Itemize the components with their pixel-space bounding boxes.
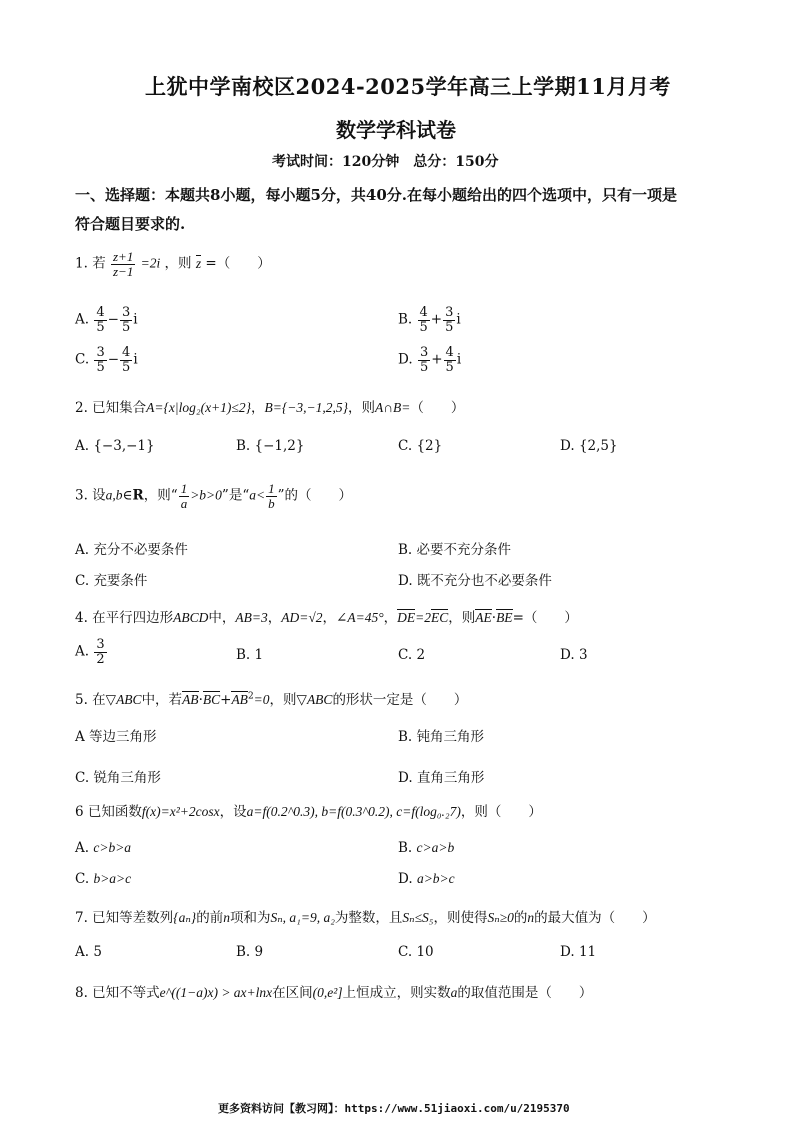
- q6-option-a-value: c>b>a: [93, 840, 132, 855]
- q5-option-a-value: 等边三角形: [89, 729, 157, 745]
- q1-fraction: [111, 250, 135, 278]
- q4-vec-ae: AE: [475, 610, 492, 625]
- q4-option-b-label: B.: [236, 647, 251, 663]
- q6-option-c-label: C.: [75, 871, 90, 887]
- q5-text-d: 的形状一定是（ ）: [332, 692, 468, 708]
- q7-seq: {aₙ}: [173, 910, 197, 925]
- q6-option-c-value: b>a>c: [93, 871, 132, 886]
- q6-option-d[interactable]: [398, 871, 455, 887]
- q4-text-a: 4. 在平行四边形: [75, 610, 174, 626]
- q7-n2: n: [527, 910, 535, 925]
- q7-text-f: 的: [513, 910, 528, 926]
- q5-vec-bc: BC: [202, 692, 221, 707]
- q7-option-d[interactable]: [560, 944, 596, 960]
- q5-vec-ab1: AB: [182, 692, 199, 707]
- q7-option-b-value: 9: [254, 944, 264, 960]
- q5-eq: =0: [253, 692, 270, 707]
- q4-option-b-value: 1: [254, 647, 264, 663]
- q5-tri: ABC: [116, 692, 142, 707]
- q6-text-b: ，设: [219, 804, 247, 820]
- q8-var: a: [450, 985, 458, 1000]
- exam-meta: 考试时间：120分钟 总分：150分: [272, 154, 499, 170]
- q5-option-b[interactable]: [398, 725, 484, 745]
- q2-option-b-label: B.: [236, 438, 251, 454]
- q4-text-b: 中，: [208, 610, 236, 626]
- q1-option-a-frac2: $\frac{3}{5}$: [121, 305, 131, 335]
- q1-option-c-frac2: $\frac{4}{5}$: [122, 345, 131, 375]
- q7-option-c-label: C.: [398, 944, 413, 960]
- question-7: [75, 906, 656, 926]
- q3-option-a[interactable]: [75, 538, 188, 558]
- q4-shape: ABCD: [173, 610, 209, 625]
- q6-option-a-label: A.: [75, 840, 90, 856]
- q3-frac1: $\frac{1}{a}$: [180, 481, 188, 511]
- question-1: [75, 250, 271, 278]
- q2-set-a: A={x|log₂(x+1)≤2}: [146, 400, 251, 415]
- section-heading-line2: 符合题目要求的.: [75, 215, 186, 233]
- q6-defs: a=f(0.2^0.3), b=f(0.3^0.2), c=f(log₀.₂7): [246, 804, 461, 819]
- q1-option-c-op: −: [107, 351, 120, 368]
- q4-option-d-value: 3: [578, 647, 588, 663]
- q1-option-d-frac2: $\frac{4}{5}$: [445, 345, 454, 375]
- q3-text-b: ，则“: [143, 487, 178, 504]
- question-4: 4. 在平行四边形ABCD中，AB=3，AD=√2，∠A=45°，DE=2EC，则AE·BE=（ ）: [75, 610, 578, 626]
- q7-text-a: 7. 已知等差数列: [75, 910, 174, 926]
- q1-option-a-op: −: [107, 311, 119, 328]
- q7-option-a-label: A.: [75, 944, 90, 960]
- q4-mid: =2: [415, 610, 431, 625]
- q2-option-a-label: A.: [75, 438, 90, 454]
- q6-option-b[interactable]: [398, 840, 454, 856]
- q3-option-b-label: B.: [398, 542, 413, 558]
- q1-option-d-op: +: [431, 351, 443, 368]
- q6-option-d-label: D.: [398, 871, 413, 887]
- q5-text-a: 5. 在▽: [75, 692, 117, 708]
- q7-text-b: 的前: [196, 910, 224, 926]
- q2-set-b: B={−3,−1,2,5}: [264, 400, 348, 415]
- q2-option-a-value: {−3,−1}: [93, 438, 155, 454]
- q2-option-d[interactable]: [560, 438, 618, 454]
- q2-option-c[interactable]: [398, 438, 442, 454]
- q3-option-a-label: A.: [75, 542, 90, 558]
- q1-option-d-unit: i: [456, 351, 462, 368]
- q1-option-a[interactable]: [75, 306, 138, 334]
- q1-option-d[interactable]: [398, 346, 461, 374]
- q4-vec-be: BE: [496, 610, 513, 625]
- q2-option-b[interactable]: [236, 438, 304, 454]
- q1-option-a-unit: i: [133, 311, 138, 328]
- q1-option-b-unit: i: [456, 311, 461, 328]
- q3-cond1: >b>0: [190, 487, 222, 503]
- q3-option-c-value: 充要条件: [93, 573, 148, 589]
- q5-option-d[interactable]: [398, 766, 484, 786]
- q1-tail: =（ ）: [205, 255, 271, 272]
- q4-cond1: AB=3: [235, 610, 268, 625]
- q4-option-d[interactable]: [560, 647, 588, 663]
- q4-cond2: AD=√2: [281, 610, 323, 625]
- q2-text-b: ，: [250, 400, 265, 416]
- q2-text-a: 2. 已知集合: [75, 400, 147, 416]
- q5-dot: ·: [198, 692, 203, 708]
- q3-option-c[interactable]: [75, 569, 147, 589]
- q8-interval: (0,e²]: [312, 985, 343, 1000]
- q4-cond3: ∠A=45°: [336, 610, 384, 625]
- question-2: [75, 396, 464, 416]
- q1-eq: =2i: [140, 255, 161, 271]
- q5-text-c: ，则▽: [269, 692, 307, 708]
- question-8: [75, 981, 592, 1001]
- q1-tail-pre: ，则: [164, 255, 192, 272]
- q6-option-b-value: c>a>b: [416, 840, 455, 855]
- q7-text-c: 项和为: [229, 910, 271, 926]
- q4-option-c-value: 2: [416, 647, 426, 663]
- q7-text-e: ，则使得: [433, 910, 488, 926]
- q2-option-a[interactable]: [75, 438, 155, 454]
- q2-expr: A∩B=: [374, 400, 411, 415]
- q3-option-d-value: 既不充分也不必要条件: [416, 573, 552, 589]
- q1-option-c-frac1: $\frac{3}{5}$: [96, 345, 105, 375]
- q8-text-d: 的取值范围是（ ）: [457, 985, 593, 1001]
- q1-lead: 若: [92, 255, 106, 272]
- q6-text-c: ，则（ ）: [460, 804, 542, 820]
- q3-text-d: ”的（ ）: [277, 487, 353, 504]
- q5-text-b: 中，若: [141, 692, 183, 708]
- q6-option-b-label: B.: [398, 840, 413, 856]
- q1-option-d-frac1: $\frac{3}{5}$: [419, 345, 429, 375]
- q7-text-d: 为整数，且: [334, 910, 403, 926]
- q5-plus: +: [220, 692, 232, 708]
- q1-option-a-label: A.: [75, 311, 90, 328]
- q1-option-b-label: B.: [398, 311, 413, 328]
- q4-text-c: ，则: [448, 610, 476, 626]
- q6-option-a[interactable]: [75, 840, 131, 856]
- q7-n1: n: [223, 910, 230, 925]
- q7-option-a[interactable]: [75, 944, 102, 960]
- q3-option-d-label: D.: [398, 573, 413, 589]
- q2-paren: （ ）: [410, 400, 465, 416]
- q1-option-c-label: C.: [75, 351, 90, 368]
- q4-option-b[interactable]: [236, 647, 263, 663]
- q1-option-c[interactable]: [75, 346, 138, 374]
- q7-option-d-label: D.: [560, 944, 575, 960]
- q4-vec-ec: EC: [431, 610, 449, 625]
- q4-dot: ·: [491, 610, 497, 626]
- q8-ineq: e^((1−a)x) > ax+lnx: [159, 985, 273, 1000]
- q1-option-b-frac2: $\frac{3}{5}$: [445, 305, 454, 335]
- q1-option-b-frac1: $\frac{4}{5}$: [419, 305, 428, 335]
- q6-text-a: 已知函数: [87, 804, 142, 820]
- q8-text-b: 在区间: [272, 985, 313, 1001]
- footer-link[interactable]: 更多资料访问【教习网】：https://www.51jiaoxi.com/u/2195370: [218, 1102, 570, 1115]
- q5-option-c[interactable]: [75, 766, 161, 786]
- q2-option-d-value: {2,5}: [578, 438, 618, 454]
- q6-func: f(x)=x²+2cosx: [141, 804, 220, 819]
- q5-option-d-value: 直角三角形: [416, 770, 485, 786]
- q3-option-b[interactable]: [398, 538, 511, 558]
- q5-option-b-value: 钝角三角形: [416, 729, 485, 745]
- q1-frac-num: z+1: [112, 249, 134, 264]
- q2-option-d-label: D.: [560, 438, 575, 454]
- q4-tail: =（ ）: [512, 610, 578, 626]
- q8-text-a: 8. 已知不等式: [75, 985, 160, 1001]
- q3-option-c-label: C.: [75, 573, 90, 589]
- q3-vars: a,b∈: [105, 487, 133, 503]
- q8-text-c: 上恒成立，则实数: [342, 985, 451, 1001]
- q5-option-d-label: D.: [398, 770, 413, 786]
- q7-cond: Sₙ, a₁=9, a₂: [270, 910, 335, 925]
- q5-tri2: ABC: [306, 692, 333, 707]
- q4-option-d-label: D.: [560, 647, 575, 663]
- q3-real-set: R: [132, 487, 144, 504]
- q3-text-c: ”是“: [221, 487, 250, 504]
- q7-option-b[interactable]: [236, 944, 263, 960]
- q4-option-a[interactable]: [75, 638, 108, 666]
- q3-option-b-value: 必要不充分条件: [416, 542, 512, 558]
- q2-option-c-label: C.: [398, 438, 413, 454]
- q1-option-d-label: D.: [398, 351, 413, 368]
- q4-vec-de: DE: [397, 610, 416, 625]
- q4-option-c[interactable]: [398, 647, 425, 663]
- q3-option-a-value: 充分不必要条件: [93, 542, 188, 558]
- q2-text-c: ，则: [347, 400, 375, 416]
- q3-option-d[interactable]: [398, 569, 552, 589]
- q5-option-c-label: C.: [75, 770, 90, 786]
- question-5: [75, 688, 467, 708]
- q1-zbar: z: [195, 255, 202, 271]
- q4-option-c-label: C.: [398, 647, 413, 663]
- q3-frac2: $\frac{1}{b}$: [268, 481, 275, 511]
- question-6: [75, 800, 542, 820]
- exam-subtitle: 数学学科试卷: [336, 118, 456, 142]
- question-3: [75, 482, 352, 510]
- q5-square: 2: [247, 691, 254, 702]
- q3-cond2: a<: [249, 487, 266, 503]
- q1-frac-den: z−1: [112, 263, 134, 279]
- q1-num: 1.: [75, 255, 88, 272]
- q1-option-a-frac1: $\frac{4}{5}$: [96, 305, 105, 335]
- q2-option-c-value: {2}: [416, 438, 443, 454]
- q7-option-c[interactable]: [398, 944, 434, 960]
- q7-option-b-label: B.: [236, 944, 251, 960]
- q3-text-a: 3. 设: [75, 487, 106, 504]
- q6-option-c[interactable]: [75, 871, 131, 887]
- q4-option-a-frac: $\frac{3}{2}$: [96, 637, 105, 667]
- q7-option-d-value: 11: [578, 944, 597, 960]
- q6-num: 6: [75, 804, 84, 820]
- section-heading-line1: 一、选择题：本题共8小题，每小题5分，共40分.在每小题给出的四个选项中，只有一项是: [75, 186, 677, 204]
- q5-option-b-label: B.: [398, 729, 413, 745]
- q7-option-a-value: 5: [93, 944, 102, 960]
- q5-option-a[interactable]: [75, 725, 157, 745]
- q2-option-b-value: {−1,2}: [254, 438, 305, 454]
- q5-option-a-label: A: [75, 729, 85, 745]
- q1-option-c-unit: i: [133, 351, 138, 368]
- q6-option-d-value: a>b>c: [416, 871, 455, 886]
- q7-text-g: 的最大值为（ ）: [534, 910, 656, 926]
- q7-ineq2: Sₙ≥0: [487, 910, 514, 925]
- q4-option-a-label: A.: [75, 643, 90, 660]
- q1-option-b[interactable]: [398, 306, 461, 334]
- q5-vec-ab2: AB: [231, 692, 248, 707]
- q7-option-c-value: 10: [416, 944, 434, 960]
- q7-ineq: Sₙ≤S₅: [402, 910, 434, 925]
- exam-title: 上犹中学南校区2024-2025学年高三上学期11月月考: [145, 74, 671, 99]
- q1-option-b-op: +: [430, 311, 443, 328]
- q5-option-c-value: 锐角三角形: [93, 770, 161, 786]
